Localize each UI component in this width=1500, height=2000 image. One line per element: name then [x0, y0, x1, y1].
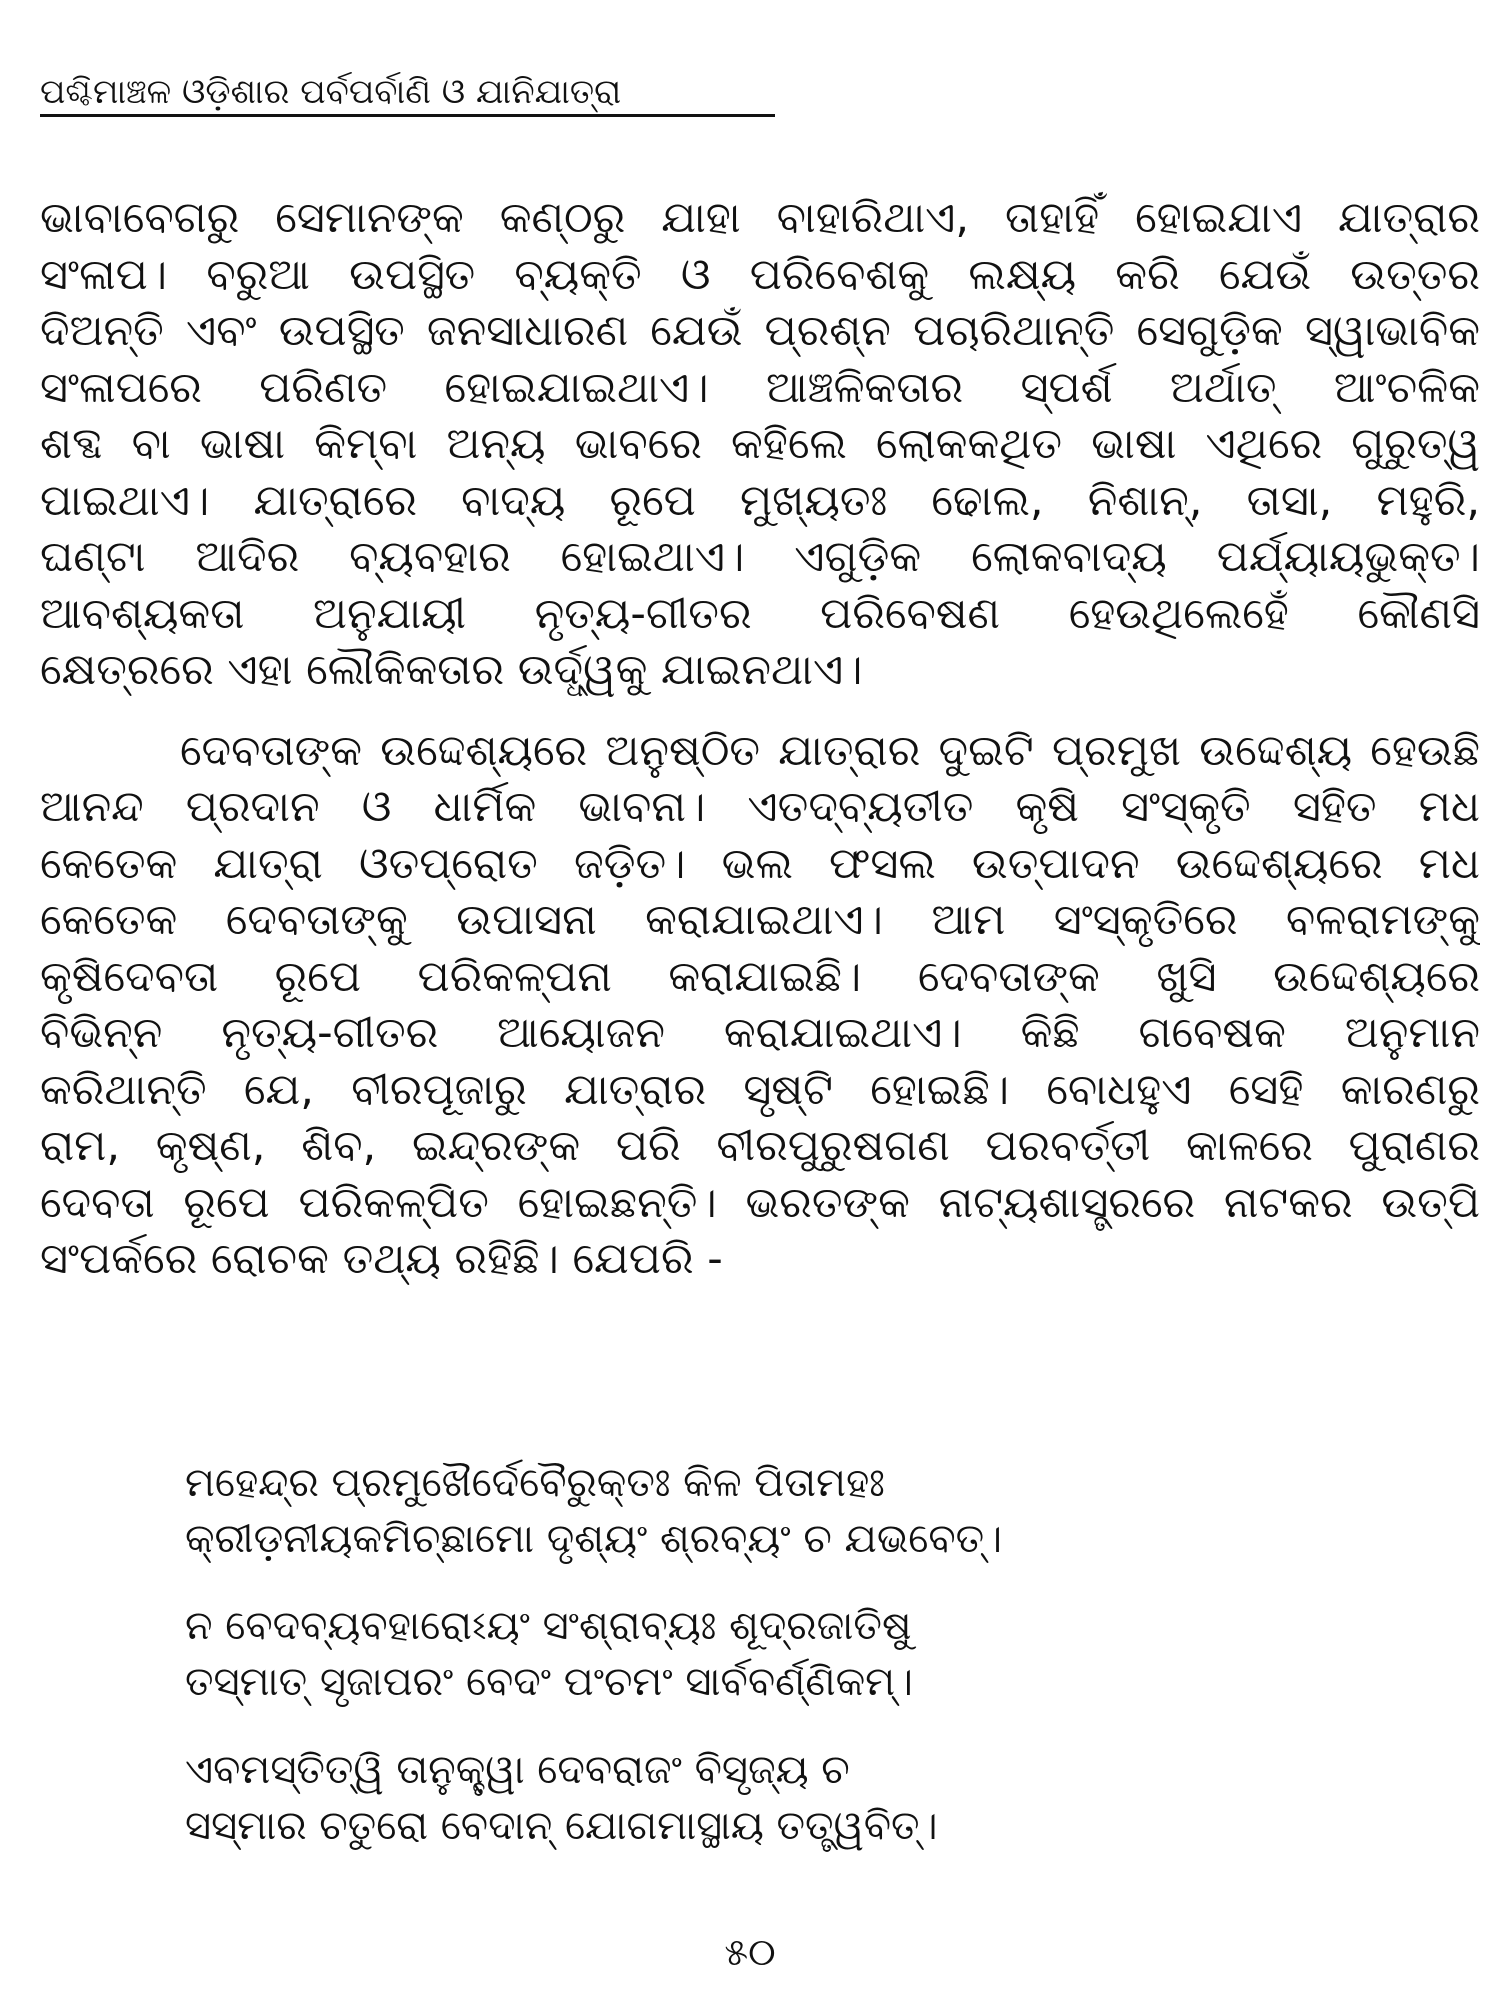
paragraph-line: ଦିଅନ୍ତି ଏବଂ ଉପସ୍ଥିତ ଜନସାଧାରଣ ଯେଉଁ ପ୍ରଶ୍ନ ପଚାରିଥାନ୍ତି ସେଗୁଡ଼ିକ ସ୍ୱାଭାବିକ	[40, 306, 1480, 356]
paragraph-line: ରାମ, କୃଷ୍ଣ, ଶିବ, ଇନ୍ଦ୍ରଙ୍କ ପରି ବୀରପୁରୁଷଗଣ ପରବର୍ତ୍ତୀ କାଳରେ ପୁରାଣର	[40, 1121, 1480, 1171]
verse-line: ଏବମସ୍ତିତ୍ୱି ତାନୁକ୍ତ୍ୱା ଦେବରାଜଂ ବିସୃଜ୍ୟ ଚ	[185, 1747, 850, 1793]
body-text	[40, 190, 1480, 1288]
paragraph-2	[40, 723, 1480, 1288]
paragraph-line: ସଂଳାପ। ବରୁଆ ଉପସ୍ଥିତ ବ୍ୟକ୍ତି ଓ ପରିବେଶକୁ ଲକ୍ଷ୍ୟ କରି ଯେଉଁ ଉତ୍ତର	[40, 249, 1480, 300]
verse-line: ନ ବେଦବ୍ୟବହାରୋଽୟଂ ସଂଶ୍ରାବ୍ୟଃ ଶୂଦ୍ରଜାତିଷୁ	[185, 1603, 912, 1649]
verse-line: କ୍ରୀଡ଼ନୀୟକମିଚ୍ଛାମୋ ଦୃଶ୍ୟଂ ଶ୍ରବ୍ୟଂ ଚ ଯଭବେତ୍।	[185, 1516, 1003, 1562]
paragraph-line: କ୍ଷେତ୍ରରେ ଏହା ଲୌକିକତାର ଉର୍ଦ୍ଧ୍ୱକୁ ଯାଇନଥାଏ।	[40, 645, 863, 695]
paragraph-line: ସଂଳାପରେ ପରିଣତ ହୋଇଯାଇଥାଏ। ଆଞ୍ଚଳିକତାର ସ୍ପର୍ଶ ଅର୍ଥାତ୍ ଆଂଚଳିକ	[40, 362, 1480, 413]
sanskrit-verse-3	[185, 1742, 1385, 1854]
paragraph-line: କରିଥାନ୍ତି ଯେ, ବୀରପୂଜାରୁ ଯାତ୍ରାର ସୃଷ୍ଟି ହୋଇଛି। ବୋଧହୁଏ ସେହି କାରଣରୁ	[40, 1064, 1480, 1115]
paragraph-line: ଆବଶ୍ୟକତା ଅନୁଯାୟୀ ନୃତ୍ୟ-ଗୀତର ପରିବେଷଣ ହେଉଥିଲେହେଁ କୌଣସି	[40, 588, 1480, 639]
page-number: ୫୦	[724, 1930, 776, 1974]
paragraph-line: କେତେକ ଯାତ୍ରା ଓତପ୍ରୋତ ଜଡ଼ିତ। ଭଲ ଫସଲ ଉତ୍ପାଦନ ଉଦ୍ଦେଶ୍ୟରେ ମଧ	[40, 838, 1480, 889]
sanskrit-verse-2	[185, 1598, 1385, 1710]
paragraph-line: ଆନନ୍ଦ ପ୍ରଦାନ ଓ ଧାର୍ମିକ ଭାବନା। ଏତଦ୍‌ବ୍ୟତୀତ କୃଷି ସଂସ୍କୃତି ସହିତ ମଧ	[40, 782, 1480, 832]
paragraph-line: କେତେକ ଦେବତାଙ୍କୁ ଉପାସନା କରାଯାଇଥାଏ। ଆମ ସଂସ୍କୃତିରେ ବଳରାମଙ୍କୁ	[40, 895, 1480, 945]
header-underline	[40, 114, 775, 117]
paragraph-line: ଭାବାବେଗରୁ ସେମାନଙ୍କ କଣ୍ଠରୁ ଯାହା ବାହାରିଥାଏ, ତାହାହିଁ ହୋଇଯାଏ ଯାତ୍ରାର	[40, 193, 1480, 243]
running-header: ପଶ୍ଚିମାଞ୍ଚଳ ଓଡ଼ିଶାର ପର୍ବପର୍ବାଣି ଓ ଯାନିଯାତ୍ରା	[40, 72, 622, 112]
verse-line: ତସ୍ମାତ୍ ସୃଜାପରଂ ବେଦଂ ପଂଚମଂ ସାର୍ବବର୍ଣ୍ଣିକମ୍।	[185, 1659, 914, 1705]
sanskrit-verse-1	[185, 1455, 1385, 1567]
paragraph-line: ଦେବତାଙ୍କ ଉଦ୍ଦେଶ୍ୟରେ ଅନୁଷ୍ଠିତ ଯାତ୍ରାର ଦୁଇଟି ପ୍ରମୁଖ ଉଦ୍ଦେଶ୍ୟ ହେଉଛି	[180, 725, 1480, 776]
paragraph-line: ପାଇଥାଏ। ଯାତ୍ରାରେ ବାଦ୍ୟ ରୂପେ ମୁଖ୍ୟତଃ ଢୋଲ, ନିଶାନ୍, ତାସା, ମହୁରି,	[40, 475, 1480, 526]
paragraph-line: ଶବ୍ଦ ବା ଭାଷା କିମ୍ବା ଅନ୍ୟ ଭାବରେ କହିଲେ ଲୋକକଥିତ ଭାଷା ଏଥିରେ ଗୁରୁତ୍ୱ	[40, 419, 1480, 469]
paragraph-line: ଦେବତା ରୂପେ ପରିକଳ୍ପିତ ହୋଇଛନ୍ତି। ଭରତଙ୍କ ନାଟ୍ୟଶାସ୍ତ୍ରରେ ନାଟକର ଉତ୍ପି	[40, 1177, 1480, 1228]
paragraph-1	[40, 190, 1480, 699]
paragraph-line: ସଂପର୍କରେ ରୋଚକ ତଥ୍ୟ ରହିଛି। ଯେପରି -	[40, 1234, 723, 1284]
verse-line: ସସ୍ମାର ଚତୁରୋ ବେଦାନ୍ ଯୋଗମାସ୍ଥାୟ ତତ୍ତ୍ୱବିତ୍।	[185, 1803, 938, 1849]
paragraph-line: ବିଭିନ୍ନ ନୃତ୍ୟ-ଗୀତର ଆୟୋଜନ କରାଯାଇଥାଏ। କିଛି ଗବେଷକ ଅନୁମାନ	[40, 1008, 1480, 1058]
verse-line: ମହେନ୍ଦ୍ର ପ୍ରମୁଖୈର୍ଦେବୈରୁକ୍ତଃ କିଳ ପିତାମହଃ	[185, 1460, 885, 1506]
paragraph-line: କୃଷିଦେବତା ରୂପେ ପରିକଳ୍ପନା କରାଯାଇଛି। ଦେବତାଙ୍କ ଖୁସି ଉଦ୍ଦେଶ୍ୟରେ	[40, 951, 1480, 1002]
paragraph-line: ଘଣ୍ଟା ଆଦିର ବ୍ୟବହାର ହୋଇଥାଏ। ଏଗୁଡ଼ିକ ଲୋକବାଦ୍ୟ ପର୍ଯ୍ୟାୟଭୁକ୍ତ।	[40, 532, 1480, 582]
